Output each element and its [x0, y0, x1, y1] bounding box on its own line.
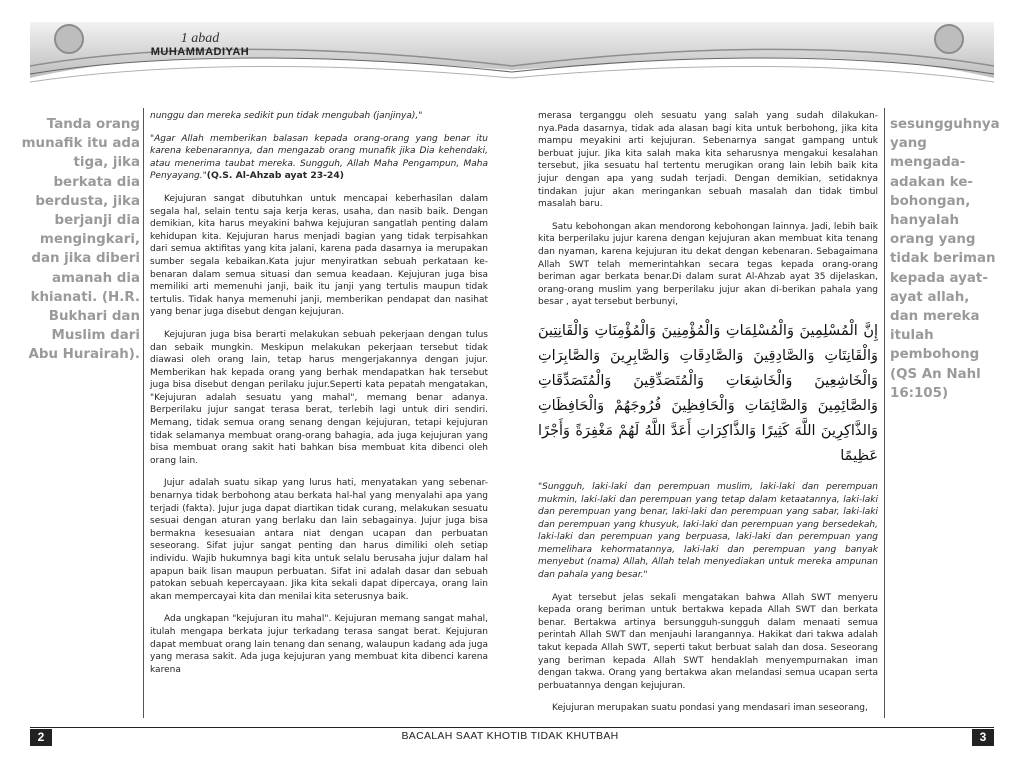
muhammadiyah-logo-icon: [934, 24, 964, 54]
left-text-column: [150, 110, 488, 686]
muhammadiyah-logo-icon: [54, 24, 84, 54]
paragraph: merasa terganggu oleh sesuatu yang salah yang sudah dilakukan-nya.Pada dasarnya, tidak ada alasan bagi kita untuk berbohong, jika kita mampu meyakini arti kejujuran. Sebenarnya sangat gampang untuk berbuat jujur. Jika kita salah maka kita seharusnya mengakui kesalahan tersebut, jika sesuatu hal tertentu merugikan orang lain lebih baik kita jujur dengan apa yang sudah terjadi. Dengan demikian, setidaknya tindakan jujur akan meringankan sebuah masalah dan tidak timbul masalah baru.: [538, 111, 878, 210]
right-text-column: [538, 110, 878, 725]
pullquote-right: sesungguhnya yang mengada-adakan ke-bohongan, hanyalah orang yang tidak beriman kepada ayat-ayat allah, dan mereka itulah pembohong (QS An Nahl 16:105): [890, 117, 1000, 401]
footer-title: BACALAH SAAT KHOTIB TIDAK KHUTBAH: [401, 730, 619, 742]
paragraph: Kejujuran juga bisa berarti melakukan sebuah pekerjaan dengan tulus dan sebaik mungkin. Meskipun melakukan pekerjaan tersebut tidak diawasi oleh orang lain, tetap harus mengerjakannya dengan jujur. Memberikan hak kepada orang yang berhak mendapatkan hak tersebut juga bisa disebut dengan perilaku jujur.Seperti kata pepatah mengatakan, "Kejujuran adalah sesuatu yang mahal", memang benar adanya. Berperilaku jujur sangat terasa berat, terlebih lagi untuk diri sendiri. Memang, tidak semua orang senang dengan kejujuran, tetapi kejujuran tidak selamanya membuat orang-orang bahagia, ada juga kejujuran yang bisa membuat orang sakit hati bahkan bisa membuat kita dibenci oleh orang lain.: [150, 329, 488, 466]
paragraph: nunggu dan mereka sedikit pun tidak mengubah (janjinya),": [150, 111, 423, 121]
paragraph: Jujur adalah suatu sikap yang lurus hati, menyatakan yang sebenar-benarnya tidak berbohong atau berkata hal-hal yang menyalahi apa yang terjadi (fakta). Jujur juga dapat diartikan tidak curang, melakukan sesuatu sesuai dengan aturan yang berlaku dan lain sebagainya. Jujur juga bisa bermakna kesesuaian antara niat dengan ucapan dan perbuatan seseorang. Sifat jujur sangat penting dan harus dimiliki oleh setiap individu. Wajib hukumnya bagi kita untuk selalu berusaha jujur dalam hal apapun baik lisan maupun perbuatan. Sifat ini adalah dasar dan sebuah patokan sebuah kepercayaan. Jika kita sekali dapat dipercaya, orang lain akan mempercayai kita dan menilai kita seterusnya baik.: [150, 478, 488, 602]
translation-paragraph: "Sungguh, laki-laki dan perempuan muslim, laki-laki dan perempuan mukmin, laki-laki dan perempuan yang tetap dalam ketaatannya, laki-laki dan perempuan yang benar, laki-laki dan perempuan yang sabar, laki-laki dan perempuan yang khusyuk, laki-laki dan perempuan yang bersedekah, laki-laki dan perempuan yang berpuasa, laki-laki dan perempuan yang memelihara kehormatannya, laki-laki dan perempuan yang banyak menyebut (nama) Allah, Allah telah menyediakan untuk mereka ampunan dan pahala yang besar.": [538, 481, 878, 581]
paragraph: Kejujuran merupakan suatu pondasi yang mendasari iman seseorang,: [552, 703, 868, 714]
quote-text: "Agar Allah memberikan balasan kepada orang-orang yang benar itu karena kebenarannya, dan mengazab orang munafik jika Dia kehendaki, atau menerima taubat mereka. Sungguh, Allah Maha Pengampun, Maha Penyayang.": [150, 133, 488, 182]
masthead: [130, 32, 270, 58]
citation: (Q.S. Al-Ahzab ayat 23-24): [206, 170, 344, 182]
column-divider: [143, 108, 144, 718]
paragraph: Ayat tersebut jelas sekali mengatakan bahwa Allah SWT menyeru kepada orang beriman untuk bertakwa kepada Allah SWT dan berkata benar. Bertakwa artinya bersungguh-sungguh dalam menaati semua perintah Allah SWT dan menjauhi larangannya. Hakikat dari takwa adalah takut kepada Allah SWT, seperti takut berbuat salah dan dosa. Seseorang yang beriman kepada Allah SWT hendaklah menyempurnakan iman dengan takwa. Orang yang bertakwa akan melandasi semua ucapan serta perbuatannya dengan kejujuran.: [538, 592, 878, 691]
page-number-left: 2: [30, 729, 52, 746]
paragraph: Ada ungkapan "kejujuran itu mahal". Kejujuran memang sangat mahal, itulah mengapa berkata jujur terkadang terasa sangat berat. Kejujuran dapat membuat orang lain tenang dan senang, walaupun kadang ada juga yang merasa sakit. Ada juga kejujuran yang membuat kita dibenci karena karena: [150, 614, 488, 675]
pullquote-left: Tanda orang munafik itu ada tiga, jika berkata dia berdusta, jika berjanji dia mengingkari, dan jika diberi amanah dia khianati. (H.R. Bukhari dan Muslim dari Abu Hurairah).: [21, 117, 140, 363]
paragraph: Kejujuran sangat dibutuhkan untuk mencapai keberhasilan dalam segala hal, selain tentu saja kerja keras, usaha, dan nasib baik. Dengan demikian, kita harus meyakini bahwa kejujuran sangatlah penting dalam kehidupan kita. Kejujuran harus menjadi bagian yang tidak terpisahkan dari semua aktifitas yang kita jalani, karena pada dasarnya ia merupakan sumber segala kebaikan.Kata jujur menyiratkan sebuah perkataan ke-benaran dalam semua situasi dan semua keadaan. Kejujuran juga bisa memiliki arti memenuhi janji, baik itu janji yang tertulis maupun tidak tertulis. Tidak hanya memenuhi janji, memberikan pendapat dan nasihat yang benar juga disebut dengan kejujuran.: [150, 193, 488, 318]
arabic-verse: إِنَّ الْمُسْلِمِينَ وَالْمُسْلِمَاتِ وَالْمُؤْمِنِينَ وَالْمُؤْمِنَاتِ وَالْقَانِتِينَ وَالْقَانِتَاتِ وَالصَّادِقِينَ وَالصَّادِقَاتِ وَالصَّابِرِينَ وَالصَّابِرَاتِ وَالْخَاشِعِينَ وَالْخَاشِعَاتِ وَالْمُتَصَدِّقِينَ وَالْمُتَصَدِّقَاتِ وَالصَّائِمِينَ وَالصَّائِمَاتِ وَالْحَافِظِينَ فُرُوجَهُمْ وَالْحَافِظَاتِ وَالذَّاكِرِينَ اللَّهَ كَثِيرًا وَالذَّاكِرَاتِ أَعَدَّ اللَّهُ لَهُمْ مَغْفِرَةً وَأَجْرًا عَظِيمًا: [538, 322, 878, 464]
footer-rule: [30, 727, 994, 728]
page-number-right: 3: [972, 729, 994, 746]
paragraph: Satu kebohongan akan mendorong kebohongan lainnya. Jadi, lebih baik kita berperilaku jujur karena dengan kejujuran akan membuat kita tenang dan nyaman, karena kejujuran itu dekat dengan kebenaran. Sebagaimana Allah SWT telah memerintahkan secara tegas kepada orang-orang beriman agar berkata benar.Di dalam surat Al-Ahzab ayat 35 dijelaskan, orang-orang muslim yang berperilaku jujur akan di-berikan pahala yang besar , ayat tersebut berbunyi,: [538, 221, 878, 308]
masthead-line2: MUHAMMADIYAH: [150, 46, 250, 58]
masthead-line1: 1 abad: [180, 31, 220, 46]
column-divider: [884, 108, 885, 718]
quote-paragraph: [150, 133, 488, 183]
